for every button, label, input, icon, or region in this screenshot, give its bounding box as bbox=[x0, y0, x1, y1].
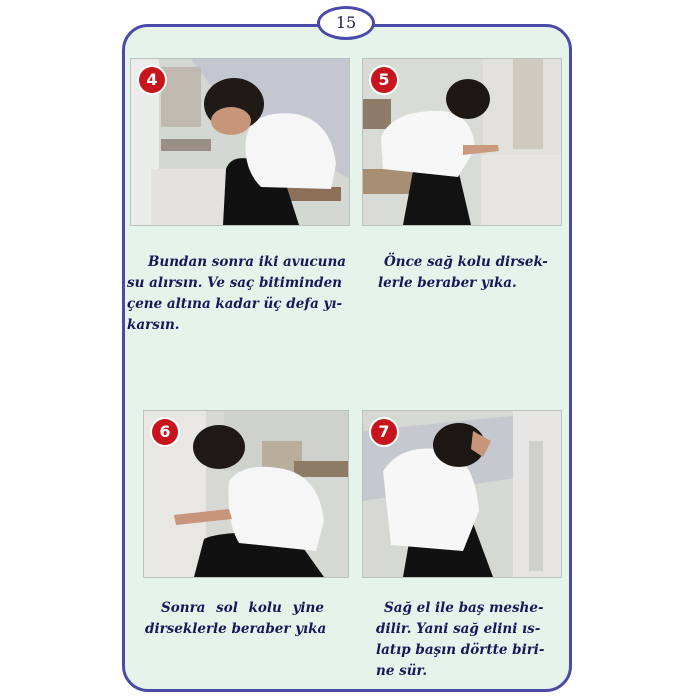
caption-line: çene altına kadar üç defa yı- bbox=[127, 296, 343, 312]
step-6-photo bbox=[143, 410, 349, 578]
step-7-caption bbox=[376, 598, 545, 682]
caption-line: Sağ el ile baş meshe- bbox=[384, 600, 544, 616]
step-number-badge: 6 bbox=[152, 419, 178, 445]
caption-line: ne sür. bbox=[376, 663, 428, 679]
step-4-caption bbox=[127, 252, 347, 336]
caption-line: karsın. bbox=[127, 317, 180, 333]
step-5-caption bbox=[378, 252, 548, 294]
caption-line: latıp başın dörtte biri- bbox=[376, 642, 545, 658]
step-6-caption bbox=[145, 598, 326, 640]
step-4-photo bbox=[130, 58, 350, 226]
step-number-badge: 4 bbox=[139, 67, 165, 93]
page-number: 15 bbox=[317, 6, 375, 40]
caption-line: Bundan sonra iki avucuna bbox=[148, 254, 347, 270]
step-number-badge: 7 bbox=[371, 419, 397, 445]
step-7-photo bbox=[362, 410, 562, 578]
caption-line: dirseklerle beraber yıka bbox=[145, 621, 327, 637]
caption-line: dilir. Yani sağ elini ıs- bbox=[376, 621, 541, 637]
caption-line: Önce sağ kolu dirsek- bbox=[384, 254, 548, 270]
caption-line: lerle beraber yıka. bbox=[378, 275, 517, 291]
step-number-badge: 5 bbox=[371, 67, 397, 93]
step-5-photo bbox=[362, 58, 562, 226]
caption-line: Sonra sol kolu yine bbox=[161, 600, 324, 616]
caption-line: su alırsın. Ve saç bitiminden bbox=[127, 275, 342, 291]
